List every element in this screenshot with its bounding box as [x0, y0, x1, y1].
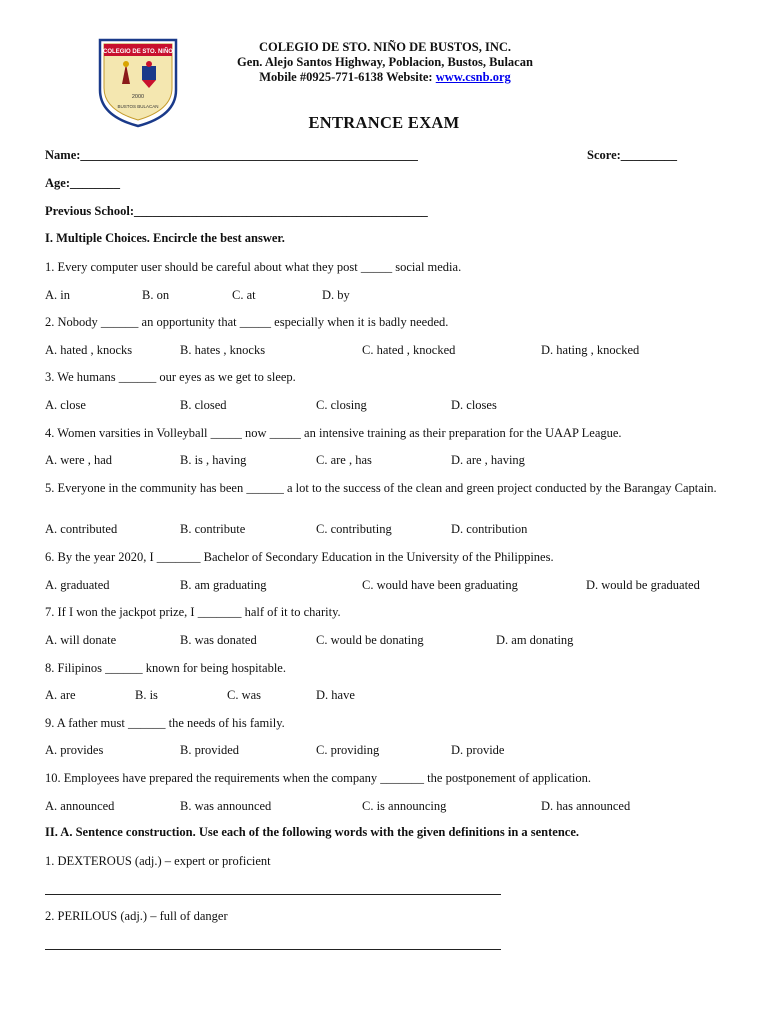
answer-option[interactable]: B. am graduating [180, 578, 267, 592]
answer-option[interactable]: C. providing [316, 743, 380, 757]
exam-title: ENTRANCE EXAM [308, 113, 460, 132]
answer-option[interactable]: D. provide [451, 743, 505, 757]
question-text: 5. Everyone in the community has been ______ a lot to the success of the clean and green project conducted by the Barangay Captain. [45, 481, 717, 495]
school-contact [190, 70, 580, 85]
question-text: 2. Nobody ______ an opportunity that _____ especially when it is badly needed. [45, 315, 449, 329]
answer-option[interactable]: B. on [142, 288, 170, 302]
logo-text: COLEGIO DE STO. NIÑO [103, 49, 173, 55]
answer-option[interactable]: C. closing [316, 398, 367, 412]
school-name: COLEGIO DE STO. NIÑO DE BUSTOS, INC. [258, 40, 512, 54]
answer-option[interactable]: D. am donating [496, 633, 574, 647]
logo-motto: BUSTOS BULACAN [117, 104, 159, 109]
answer-option[interactable]: A. are [45, 688, 76, 702]
answer-option[interactable]: B. was announced [180, 799, 272, 813]
contact-text: Mobile #0925-771-6138 Website: [259, 70, 436, 84]
answer-option[interactable]: C. was [227, 688, 262, 702]
answer-option[interactable]: B. provided [180, 743, 240, 757]
answer-option[interactable]: A. announced [45, 799, 115, 813]
question-text: 6. By the year 2020, I _______ Bachelor of Secondary Education in the University of the Philippines. [45, 550, 554, 564]
answer-option[interactable]: C. at [232, 288, 256, 302]
answer-line[interactable] [45, 949, 501, 950]
section2-heading: II. A. Sentence construction. Use each of the following words with the given definitions in a sentence. [45, 825, 580, 839]
answer-option[interactable]: C. hated , knocked [362, 343, 456, 357]
name-field[interactable]: Name:______________________________________________________ [45, 148, 418, 162]
answer-option[interactable]: D. are , having [451, 453, 525, 467]
answer-option[interactable]: A. were , had [45, 453, 112, 467]
question-text: 3. We humans ______ our eyes as we get to sleep. [45, 370, 296, 384]
answer-option[interactable]: C. would be donating [316, 633, 424, 647]
answer-option[interactable]: D. by [322, 288, 350, 302]
answer-option[interactable]: C. contributing [316, 522, 392, 536]
answer-option[interactable]: B. is [135, 688, 158, 702]
website-link[interactable]: www.csnb.org [435, 70, 511, 84]
answer-option[interactable]: A. provides [45, 743, 104, 757]
answer-option[interactable]: A. graduated [45, 578, 110, 592]
section1-heading: I. Multiple Choices. Encircle the best answer. [45, 231, 285, 245]
answer-option[interactable]: A. in [45, 288, 70, 302]
question-text: 8. Filipinos ______ known for being hospitable. [45, 661, 286, 675]
score-field[interactable]: Score:_________ [587, 148, 678, 162]
answer-option[interactable]: A. contributed [45, 522, 118, 536]
answer-option[interactable]: D. closes [451, 398, 497, 412]
answer-option[interactable]: B. was donated [180, 633, 257, 647]
answer-option[interactable]: D. hating , knocked [541, 343, 640, 357]
answer-option[interactable]: C. are , has [316, 453, 372, 467]
school-address: Gen. Alejo Santos Highway, Poblacion, Bustos, Bulacan [237, 55, 533, 69]
answer-option[interactable]: D. contribution [451, 522, 528, 536]
answer-option[interactable]: D. would be graduated [586, 578, 700, 592]
answer-line[interactable] [45, 894, 501, 895]
construction-item: 2. PERILOUS (adj.) – full of danger [45, 909, 228, 923]
answer-option[interactable]: B. hates , knocks [180, 343, 266, 357]
answer-option[interactable]: A. close [45, 398, 86, 412]
previous-school-field[interactable]: Previous School:_______________________________________________ [45, 204, 428, 218]
question-text: 7. If I won the jackpot prize, I _______ half of it to charity. [45, 605, 341, 619]
question-text: 9. A father must ______ the needs of his family. [45, 716, 285, 730]
question-text: 4. Women varsities in Volleyball _____ now _____ an intensive training as their preparation for the UAAP League. [45, 426, 622, 440]
answer-option[interactable]: B. closed [180, 398, 227, 412]
logo-year: 2000 [131, 94, 145, 100]
question-text: 10. Employees have prepared the requirements when the company _______ the postponement of application. [45, 771, 592, 785]
answer-option[interactable]: A. will donate [45, 633, 117, 647]
answer-option[interactable]: C. would have been graduating [362, 578, 518, 592]
answer-option[interactable]: A. hated , knocks [45, 343, 133, 357]
question-text: 1. Every computer user should be careful about what they post _____ social media. [45, 260, 462, 274]
answer-option[interactable]: B. is , having [180, 453, 247, 467]
age-field[interactable]: Age:________ [45, 176, 120, 190]
construction-item: 1. DEXTEROUS (adj.) – expert or proficient [45, 854, 271, 868]
answer-option[interactable]: C. is announcing [362, 799, 447, 813]
answer-option[interactable]: D. have [316, 688, 355, 702]
answer-option[interactable]: B. contribute [180, 522, 246, 536]
answer-option[interactable]: D. has announced [541, 799, 631, 813]
